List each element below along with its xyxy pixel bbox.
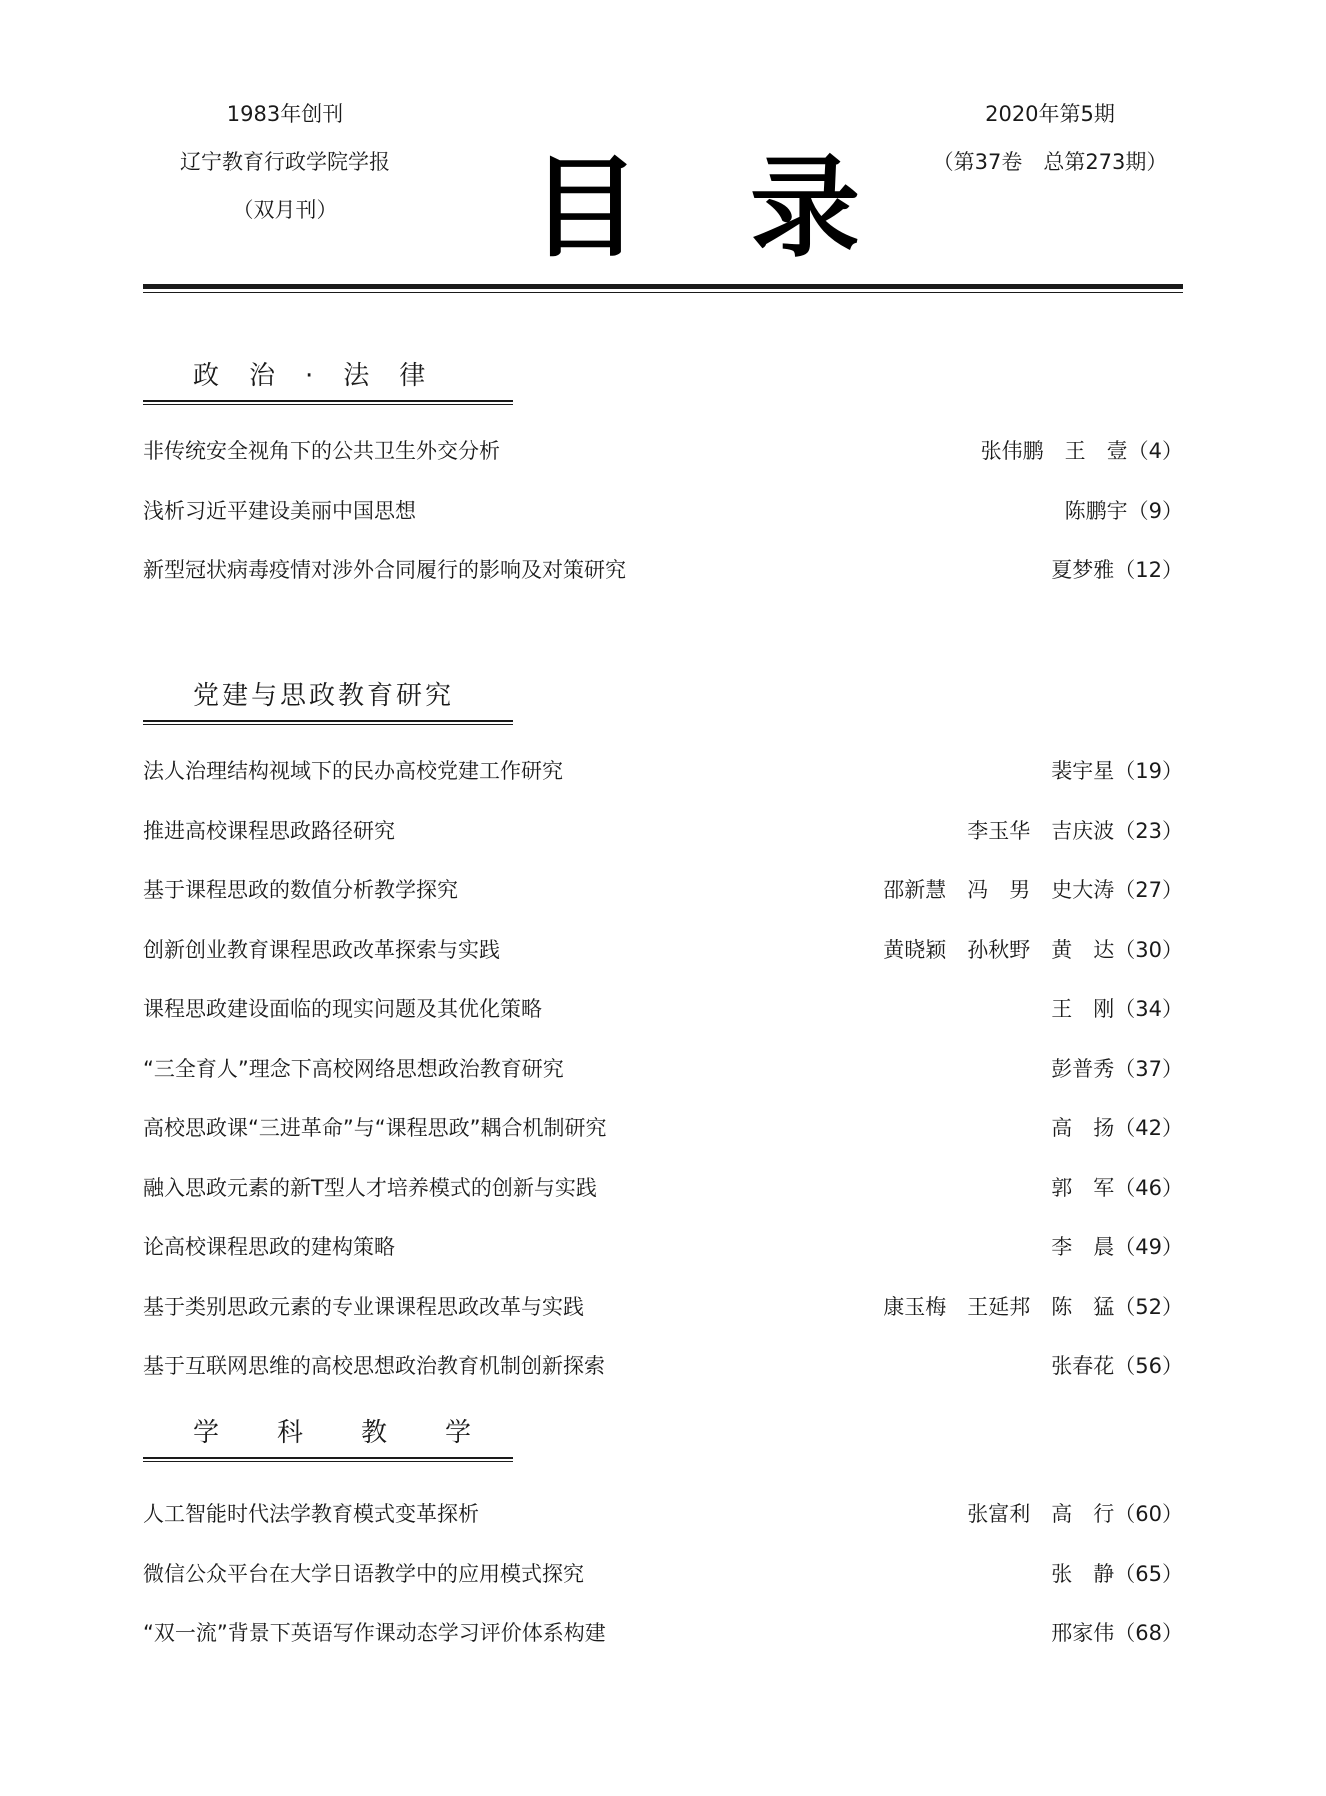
- toc-entry[interactable]: [143, 1219, 1183, 1279]
- publication-frequency: （双月刊）: [232, 198, 338, 222]
- section-entries-subject-teaching: [143, 1486, 1183, 1665]
- section-underline: [143, 720, 513, 722]
- entry-title: 人工智能时代法学教育模式变革探析: [143, 1502, 479, 1526]
- entry-title: 法人治理结构视域下的民办高校党建工作研究: [143, 759, 563, 783]
- entry-title: 创新创业教育课程思政改革探索与实践: [143, 937, 500, 962]
- entry-title: 论高校课程思政的建构策略: [143, 1235, 395, 1259]
- journal-info: [150, 100, 420, 244]
- entry-authors-page: 张富利 高 行（60）: [967, 1502, 1183, 1526]
- toc-entry[interactable]: [143, 483, 1183, 543]
- entry-title: 高校思政课“三进革命”与“课程思政”耦合机制研究: [143, 1116, 607, 1140]
- section-header-subject-teaching: [143, 1415, 530, 1462]
- entry-authors-page: 邵新慧 冯 男 史大涛（27）: [883, 878, 1183, 902]
- toc-entry[interactable]: [143, 981, 1183, 1041]
- toc-entry[interactable]: [143, 1041, 1183, 1101]
- entry-authors-page: 彭普秀（37）: [1051, 1056, 1183, 1081]
- section-underline-thin: [143, 724, 513, 725]
- issue-number: 2020年第5期: [985, 102, 1115, 126]
- toc-entry[interactable]: [143, 1279, 1183, 1339]
- toc-entry[interactable]: [143, 1338, 1183, 1398]
- section-entries-party-ideology: [143, 743, 1183, 1398]
- entry-authors-page: 张春花（56）: [1051, 1354, 1183, 1378]
- founded-year: 1983年创刊: [226, 102, 344, 126]
- toc-entry[interactable]: [143, 1546, 1183, 1606]
- entry-authors-page: 张 静（65）: [1051, 1561, 1183, 1586]
- toc-entry[interactable]: [143, 1160, 1183, 1220]
- toc-entry[interactable]: [143, 743, 1183, 803]
- issue-info: [900, 100, 1200, 196]
- entry-authors-page: 夏梦雅（12）: [1051, 558, 1183, 582]
- entry-authors-page: 康玉梅 王延邦 陈 猛（52）: [883, 1294, 1183, 1319]
- entry-authors-page: 黄晓颖 孙秋野 黄 达（30）: [883, 937, 1183, 962]
- toc-entry[interactable]: [143, 542, 1183, 602]
- section-underline: [143, 400, 513, 402]
- toc-entry[interactable]: [143, 803, 1183, 863]
- header-rule-thick: [143, 284, 1183, 289]
- entry-authors-page: 裴宇星（19）: [1051, 759, 1183, 783]
- entry-authors-page: 陈鹏宇（9）: [1064, 498, 1183, 523]
- toc-entry[interactable]: [143, 862, 1183, 922]
- entry-title: 推进高校课程思政路径研究: [143, 818, 395, 843]
- toc-entry[interactable]: [143, 922, 1183, 982]
- journal-name: 辽宁教育行政学院学报: [180, 150, 390, 174]
- section-title: 政治·法律: [193, 361, 456, 391]
- page-title: 目录: [530, 143, 970, 272]
- entry-authors-page: 郭 军（46）: [1051, 1175, 1183, 1200]
- section-header-party-ideology: [143, 678, 513, 725]
- entry-title: 新型冠状病毒疫情对涉外合同履行的影响及对策研究: [143, 558, 626, 582]
- volume-number: （第37卷 总第273期）: [932, 150, 1168, 174]
- entry-title: 非传统安全视角下的公共卫生外交分析: [143, 439, 500, 463]
- toc-entry[interactable]: [143, 1100, 1183, 1160]
- entry-title: 微信公众平台在大学日语教学中的应用模式探究: [143, 1561, 584, 1586]
- section-title: 学科教学: [193, 1418, 530, 1448]
- entry-title: 基于课程思政的数值分析教学探究: [143, 878, 458, 902]
- section-header-politics-law: [143, 358, 513, 405]
- section-entries-politics-law: [143, 423, 1183, 602]
- entry-title: 浅析习近平建设美丽中国思想: [143, 498, 416, 523]
- section-underline-thin: [143, 1461, 513, 1462]
- entry-title: “双一流”背景下英语写作课动态学习评价体系构建: [143, 1621, 606, 1645]
- entry-title: 课程思政建设面临的现实问题及其优化策略: [143, 997, 542, 1021]
- entry-title: “三全育人”理念下高校网络思想政治教育研究: [143, 1056, 564, 1081]
- entry-authors-page: 邢家伟（68）: [1051, 1621, 1183, 1645]
- toc-entry[interactable]: [143, 1605, 1183, 1665]
- entry-authors-page: 李 晨（49）: [1051, 1235, 1183, 1259]
- section-title: 党建与思政教育研究: [193, 681, 455, 711]
- toc-entry[interactable]: [143, 1486, 1183, 1546]
- entry-title: 融入思政元素的新T型人才培养模式的创新与实践: [143, 1175, 597, 1200]
- entry-authors-page: 王 刚（34）: [1051, 997, 1183, 1021]
- section-underline-thin: [143, 404, 513, 405]
- entry-authors-page: 张伟鹏 王 壹（4）: [980, 439, 1183, 463]
- toc-entry[interactable]: [143, 423, 1183, 483]
- entry-authors-page: 高 扬（42）: [1051, 1116, 1183, 1140]
- header-rule-thin: [143, 292, 1183, 293]
- section-underline: [143, 1457, 513, 1459]
- entry-title: 基于互联网思维的高校思想政治教育机制创新探索: [143, 1354, 605, 1378]
- entry-authors-page: 李玉华 吉庆波（23）: [967, 818, 1183, 843]
- entry-title: 基于类别思政元素的专业课课程思政改革与实践: [143, 1294, 584, 1319]
